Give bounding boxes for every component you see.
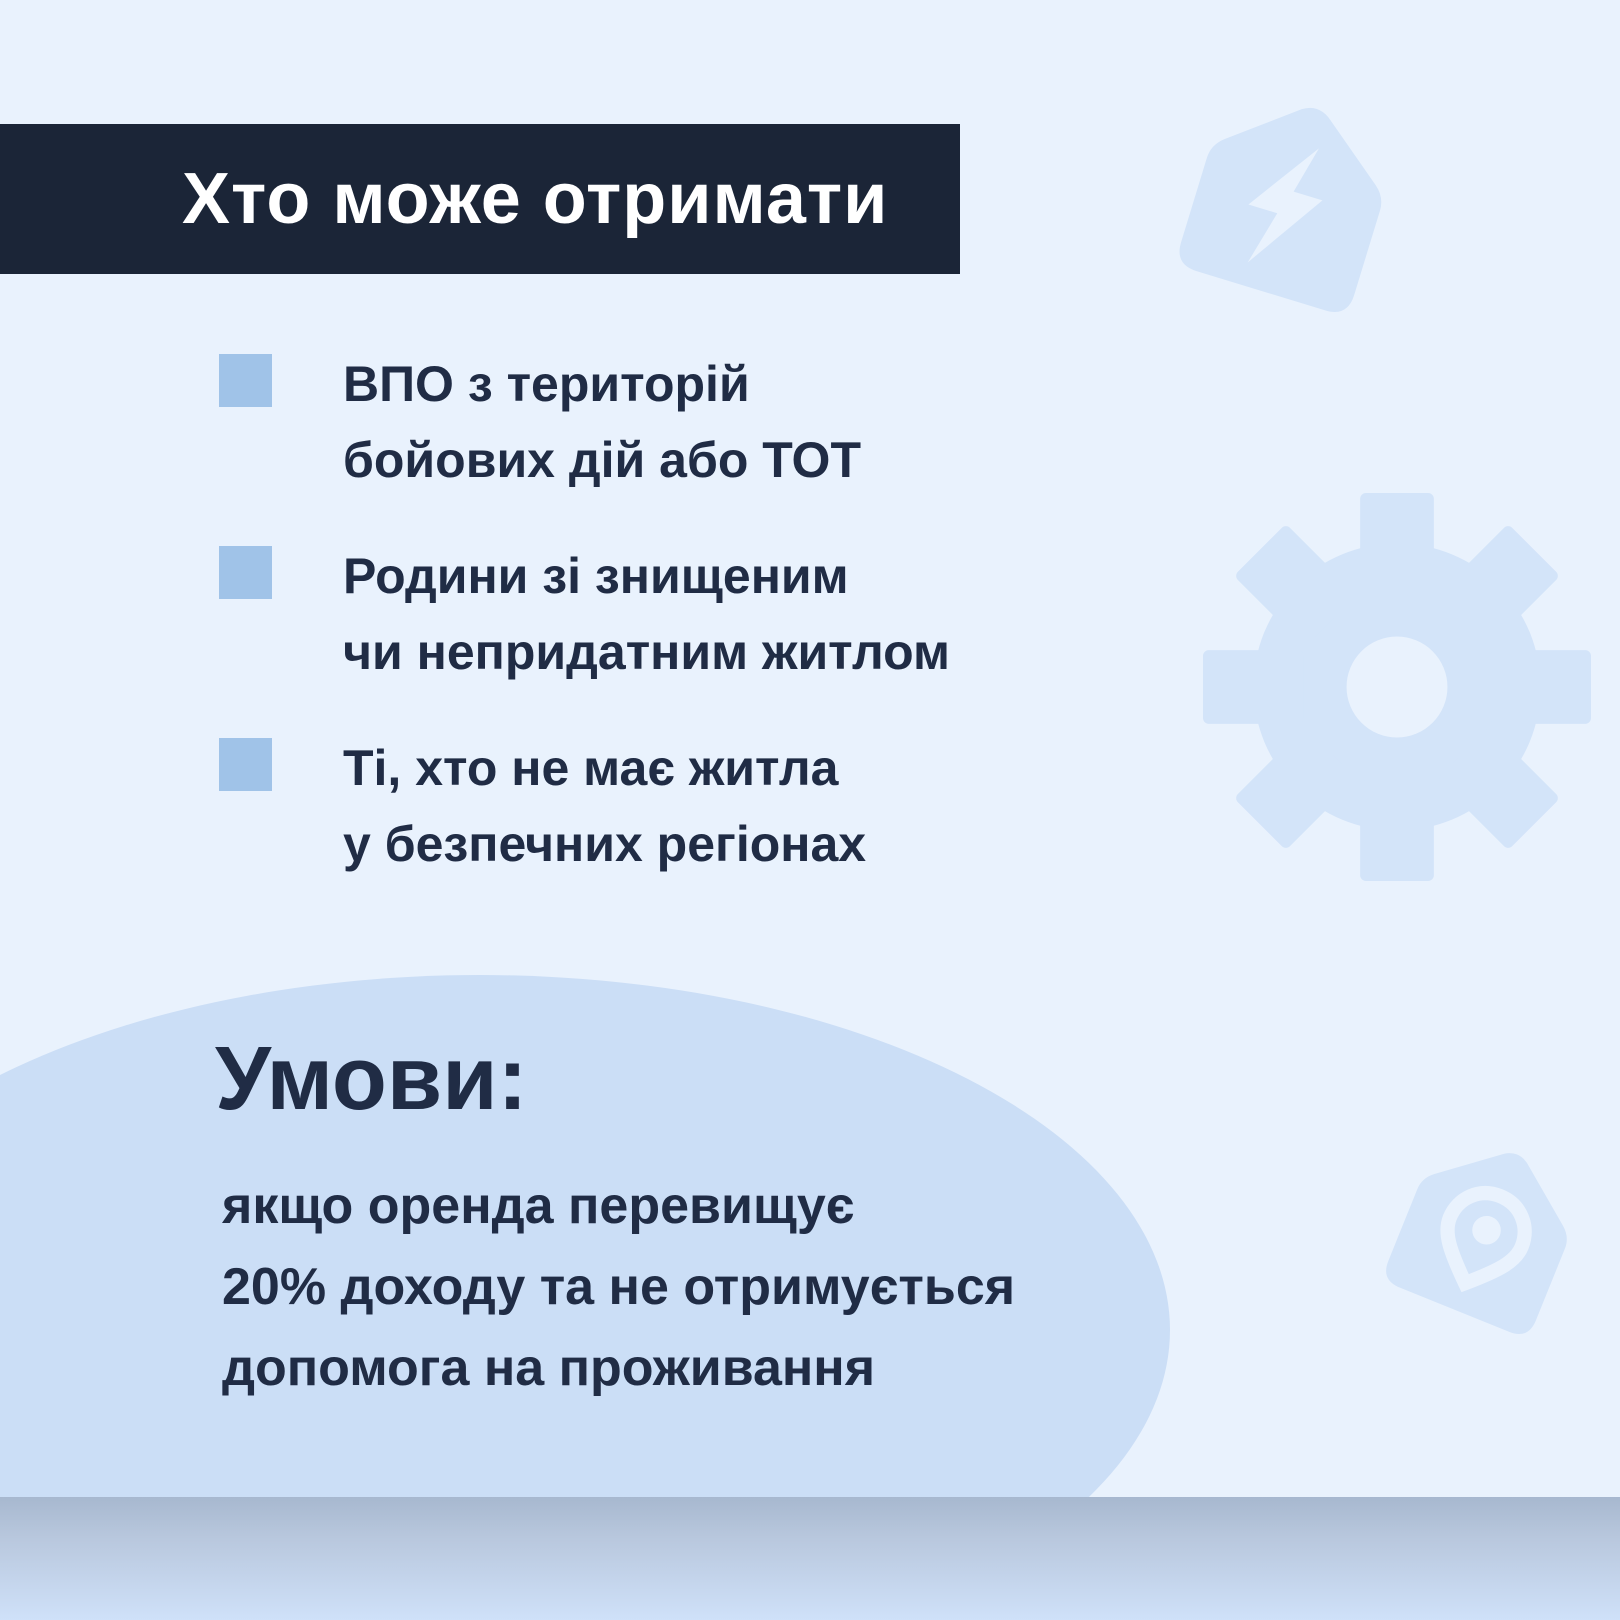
list-item-text	[343, 538, 950, 690]
conditions-line: допомога на проживання	[222, 1339, 876, 1397]
gear-icon	[1203, 493, 1591, 881]
bullet-square-icon	[219, 354, 272, 407]
list-item	[219, 346, 950, 498]
bottom-shadow-band	[0, 1497, 1620, 1620]
list-item-line: Ті, хто не має житла	[343, 740, 839, 796]
list-item-text	[343, 346, 861, 498]
house-lightning-icon	[1143, 55, 1434, 349]
bullet-square-icon	[219, 546, 272, 599]
list-item	[219, 538, 950, 690]
conditions-line: якщо оренда перевищує	[222, 1177, 855, 1235]
list-item-line: бойових дій або ТОТ	[343, 432, 861, 488]
list-item-line: Родини зі знищеним	[343, 548, 849, 604]
list-item-text	[343, 730, 866, 882]
conditions-line: 20% доходу та не отримується	[222, 1258, 1016, 1316]
conditions-text	[222, 1166, 1015, 1409]
title-bar	[0, 124, 960, 274]
page-title: Хто може отримати	[182, 159, 889, 239]
list-item	[219, 730, 950, 882]
list-item-line: у безпечних регіонах	[343, 816, 867, 872]
house-location-pin-icon	[1352, 1101, 1618, 1367]
list-item-line: ВПО з територій	[343, 356, 750, 412]
eligibility-list	[219, 346, 950, 882]
list-item-line: чи непридатним житлом	[343, 624, 950, 680]
bullet-square-icon	[219, 738, 272, 791]
conditions-heading: Умови:	[215, 1029, 528, 1129]
